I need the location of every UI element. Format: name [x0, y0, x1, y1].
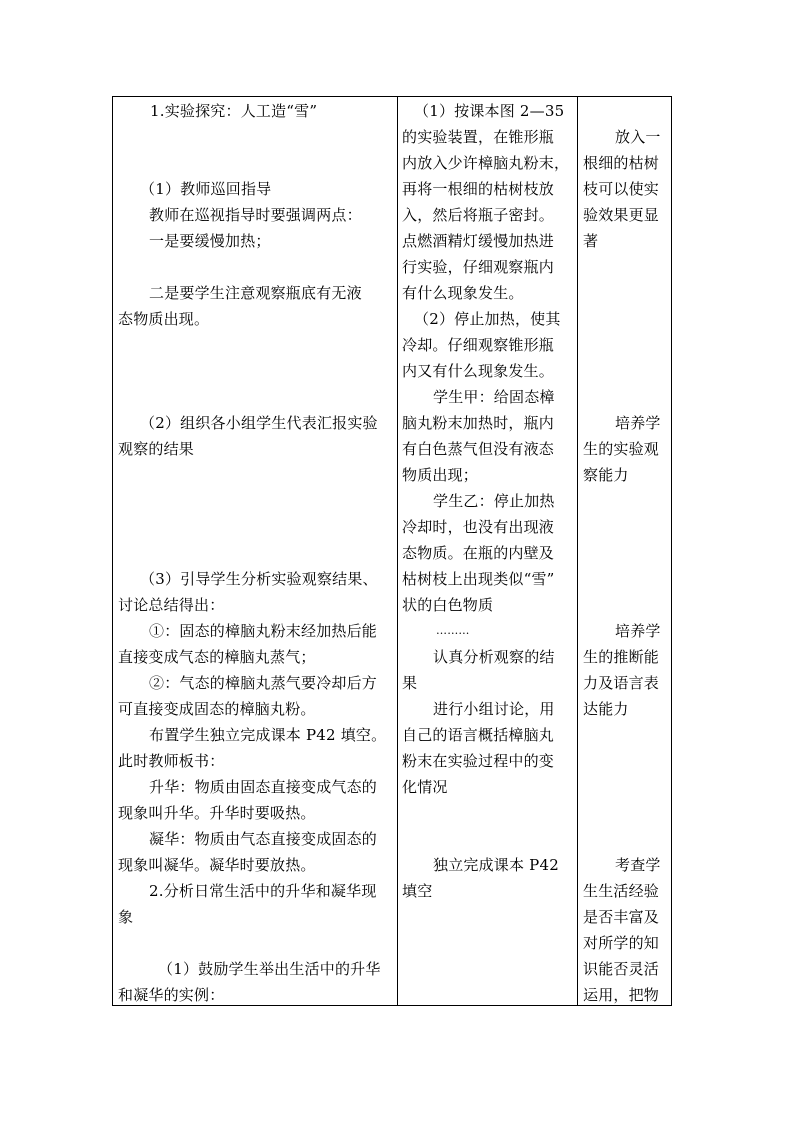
teacher-line: 态物质出现。	[118, 310, 210, 328]
teacher-line: 布置学生独立完成课本 P42 填空。	[149, 726, 387, 744]
purpose-line: 运用，把物	[583, 986, 660, 1004]
student-line: （2）停止加热，使其	[414, 310, 561, 328]
teacher-line: 教师在巡视指导时要强调两点：	[149, 206, 362, 224]
purpose-line: 根细的枯树	[583, 154, 660, 172]
purpose-line: 是否丰富及	[583, 908, 660, 926]
student-line: 脑丸粉末加热时，瓶内	[402, 414, 555, 432]
purpose-line: 培养学	[615, 414, 661, 432]
purpose-line: 察能力	[583, 466, 629, 484]
student-line: 行实验，仔细观察瓶内	[402, 258, 555, 276]
column-divider	[577, 97, 578, 1005]
student-line: 内又有什么现象发生。	[402, 362, 555, 380]
student-line: 填空	[402, 882, 433, 900]
teacher-line: 凝华：物质由气态直接变成固态的	[149, 830, 378, 848]
student-line: 有什么现象发生。	[402, 284, 524, 302]
teacher-line: 和凝华的实例：	[118, 986, 225, 1004]
purpose-line: 达能力	[583, 700, 629, 718]
student-line: 内放入少许樟脑丸粉末，	[402, 154, 570, 172]
teacher-line: ②：气态的樟脑丸蒸气要冷却后方	[149, 674, 378, 692]
purpose-line: 识能否灵活	[583, 960, 660, 978]
student-line: 独立完成课本 P42	[433, 856, 559, 874]
teacher-line: 升华：物质由固态直接变成气态的	[149, 778, 378, 796]
teacher-line: 现象叫升华。升华时要吸热。	[118, 804, 316, 822]
teacher-line: 讨论总结得出：	[118, 596, 225, 614]
student-line: 点燃酒精灯缓慢加热进	[402, 232, 555, 250]
purpose-line: 著	[583, 232, 599, 250]
teacher-line: 可直接变成固态的樟脑丸粉。	[118, 700, 316, 718]
teacher-line: （2）组织各小组学生代表汇报实验	[140, 414, 378, 432]
student-line: 认真分析观察的结	[433, 648, 555, 666]
teacher-line: （1）鼓励学生举出生活中的升华	[158, 960, 381, 978]
purpose-line: 枝可以使实	[583, 180, 660, 198]
purpose-line: 对所学的知	[583, 934, 660, 952]
student-line: 枯树枝上出现类似“雪”	[402, 570, 555, 588]
student-line: 物质出现；	[402, 466, 479, 484]
purpose-line: 生生活经验	[583, 882, 660, 900]
teacher-line: 象	[118, 908, 134, 926]
teacher-line: 一是要缓慢加热；	[149, 232, 271, 250]
teacher-line: （3）引导学生分析实验观察结果、	[140, 570, 378, 588]
student-line: 果	[402, 674, 418, 692]
teacher-line: 现象叫凝华。凝华时要放热。	[118, 856, 316, 874]
student-line: 粉末在实验过程中的变	[402, 752, 555, 770]
purpose-line: 考查学	[615, 856, 661, 874]
column-divider	[397, 97, 398, 1005]
student-line: 有白色蒸气但没有液态	[402, 440, 555, 458]
purpose-line: 验效果更显	[583, 206, 660, 224]
purpose-line: 培养学	[615, 622, 661, 640]
teacher-line: 直接变成气态的樟脑丸蒸气；	[118, 648, 316, 666]
teacher-line: ①：固态的樟脑丸粉末经加热后能	[149, 622, 378, 640]
purpose-line: 生的推断能	[583, 648, 660, 666]
student-line: 进行小组讨论，用	[433, 700, 555, 718]
teacher-line: 2.分析日常生活中的升华和凝华现	[149, 882, 377, 900]
student-line: 冷却时，也没有出现液	[402, 518, 555, 536]
student-line: 学生甲：给固态樟	[433, 388, 555, 406]
teacher-line: 此时教师板书：	[118, 752, 225, 770]
student-line: 态物质。在瓶的内壁及	[402, 544, 555, 562]
student-line: 再将一根细的枯树枝放	[402, 180, 555, 198]
student-line: 的实验装置，在锥形瓶	[402, 128, 555, 146]
teacher-line: 观察的结果	[118, 440, 195, 458]
student-line: 学生乙：停止加热	[433, 492, 555, 510]
student-line: 自己的语言概括樟脑丸	[402, 726, 555, 744]
purpose-line: 生的实验观	[583, 440, 660, 458]
teacher-line: 二是要学生注意观察瓶底有无液	[149, 284, 362, 302]
student-line: 冷却。仔细观察锥形瓶	[402, 336, 555, 354]
teacher-line: 1.实验探究：人工造“雪”	[150, 102, 318, 120]
teacher-line: （1）教师巡回指导	[140, 180, 272, 198]
student-line: （1）按课本图 2—35	[414, 102, 565, 120]
student-line: 状的白色物质	[402, 596, 494, 614]
purpose-line: 力及语言表	[583, 674, 660, 692]
student-line: 入，然后将瓶子密封。	[402, 206, 555, 224]
student-line: ………	[436, 624, 470, 637]
student-line: 化情况	[402, 778, 448, 796]
purpose-line: 放入一	[615, 128, 661, 146]
